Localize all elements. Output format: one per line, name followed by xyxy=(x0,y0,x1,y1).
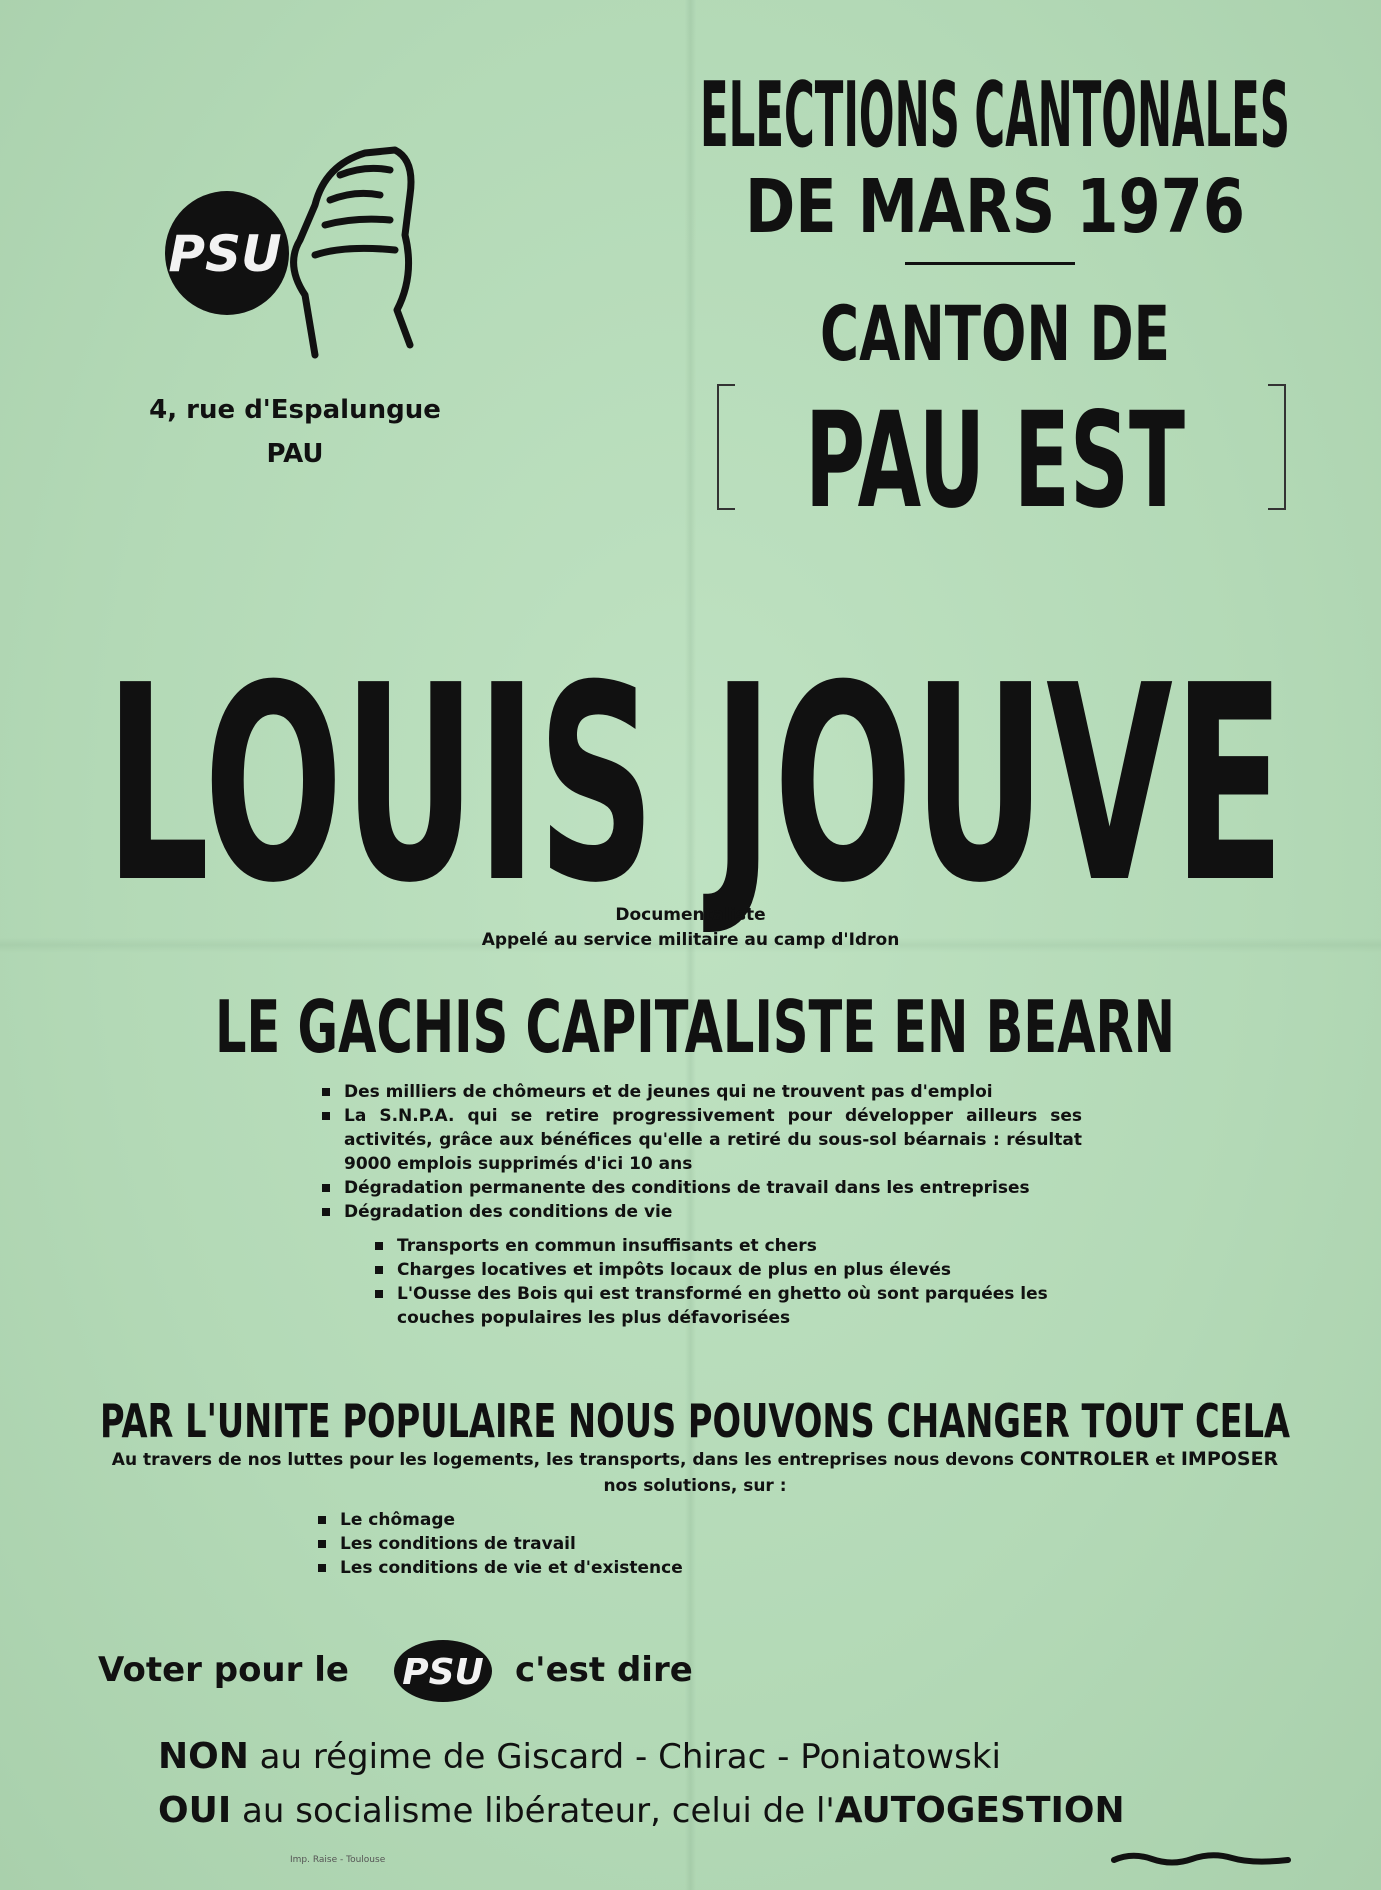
election-date xyxy=(690,162,1300,250)
address-street: 4, rue d'Espalungue xyxy=(149,395,441,425)
list-item: La S.N.P.A. qui se retire progressivement pour développer ailleurs ses activités, grâce aux bénéfices qu'elle a retiré du sous-sol béarnais : résultat 9000 emplois supprimés d'ici 10 ans xyxy=(322,1104,1082,1176)
list-item: Transports en commun insuffisants et chers xyxy=(375,1234,1085,1258)
psu-logo-text: PSU xyxy=(168,225,282,283)
list-item: Les conditions de vie et d'existence xyxy=(318,1556,818,1580)
canton-name xyxy=(790,378,1200,538)
svg-text:LOUIS JOUVE: LOUIS JOUVE xyxy=(105,627,1285,942)
grievance-list xyxy=(322,1080,1082,1224)
raised-fist-icon xyxy=(294,150,411,355)
section-title-gachis xyxy=(210,980,1180,1069)
section-title-unite xyxy=(100,1385,1291,1448)
living-conditions-sublist xyxy=(375,1234,1085,1330)
printer-credit: Imp. Raise - Toulouse xyxy=(290,1855,386,1865)
slogan-non: NON au régime de Giscard - Chirac - Poniatowski xyxy=(158,1736,1001,1777)
address-city: PAU xyxy=(266,439,324,469)
struggle-paragraph: Au travers de nos luttes pour les logements, les transports, dans les entreprises nous devons CONTROLER et IMPOSER nos solutions, sur : xyxy=(111,1448,1279,1496)
header-divider xyxy=(905,262,1075,265)
list-item: Dégradation permanente des conditions de travail dans les entreprises xyxy=(322,1176,1082,1200)
svg-text:DE MARS 1976: DE MARS 1976 xyxy=(745,164,1245,250)
candidate-profession: Documentaliste xyxy=(615,905,766,925)
scribbled-mark xyxy=(1112,1850,1292,1868)
psu-badge-text: PSU xyxy=(402,1652,484,1693)
svg-text:PAU EST: PAU EST xyxy=(805,384,1185,538)
bracket-right xyxy=(1268,384,1286,510)
list-item: Charges locatives et impôts locaux de plus en plus élevés xyxy=(375,1258,1085,1282)
svg-text:LE GACHIS CAPITALISTE EN BEARN: LE GACHIS CAPITALISTE EN BEARN xyxy=(215,985,1175,1069)
list-item: Les conditions de travail xyxy=(318,1532,818,1556)
list-item: L'Ousse des Bois qui est transformé en ghetto où sont parquées les couches populaires les plus défavorisées xyxy=(375,1282,1085,1330)
party-address xyxy=(90,388,500,476)
emphasis-imposer: IMPOSER xyxy=(1180,1448,1279,1470)
bracket-left xyxy=(717,384,735,510)
candidate-status: Appelé au service militaire au camp d'Idron xyxy=(481,930,900,950)
list-item: Des milliers de chômeurs et de jeunes qui ne trouvent pas d'emploi xyxy=(322,1080,1082,1104)
svg-text:CANTON DE: CANTON DE xyxy=(820,289,1170,378)
svg-text:PAR L'UNITE POPULAIRE NOUS POU: PAR L'UNITE POPULAIRE NOUS POUVONS CHANGER TOUT CELA xyxy=(100,1394,1291,1448)
list-item: Le chômage xyxy=(318,1508,818,1532)
psu-fist-logo xyxy=(165,145,425,355)
list-item: Dégradation des conditions de vie xyxy=(322,1200,1082,1224)
election-title xyxy=(690,58,1300,168)
emphasis-controler: CONTROLER xyxy=(1019,1448,1150,1470)
svg-text:ELECTIONS CANTONALES: ELECTIONS CANTONALES xyxy=(700,63,1290,168)
solutions-list xyxy=(318,1508,818,1580)
slogan-oui: OUI au socialisme libérateur, celui de l'AUTOGESTION xyxy=(158,1790,1125,1831)
psu-badge xyxy=(394,1640,492,1702)
canton-label xyxy=(690,289,1300,378)
vote-text-after: c'est dire xyxy=(515,1650,693,1690)
vote-text-before: Voter pour le xyxy=(98,1650,349,1690)
